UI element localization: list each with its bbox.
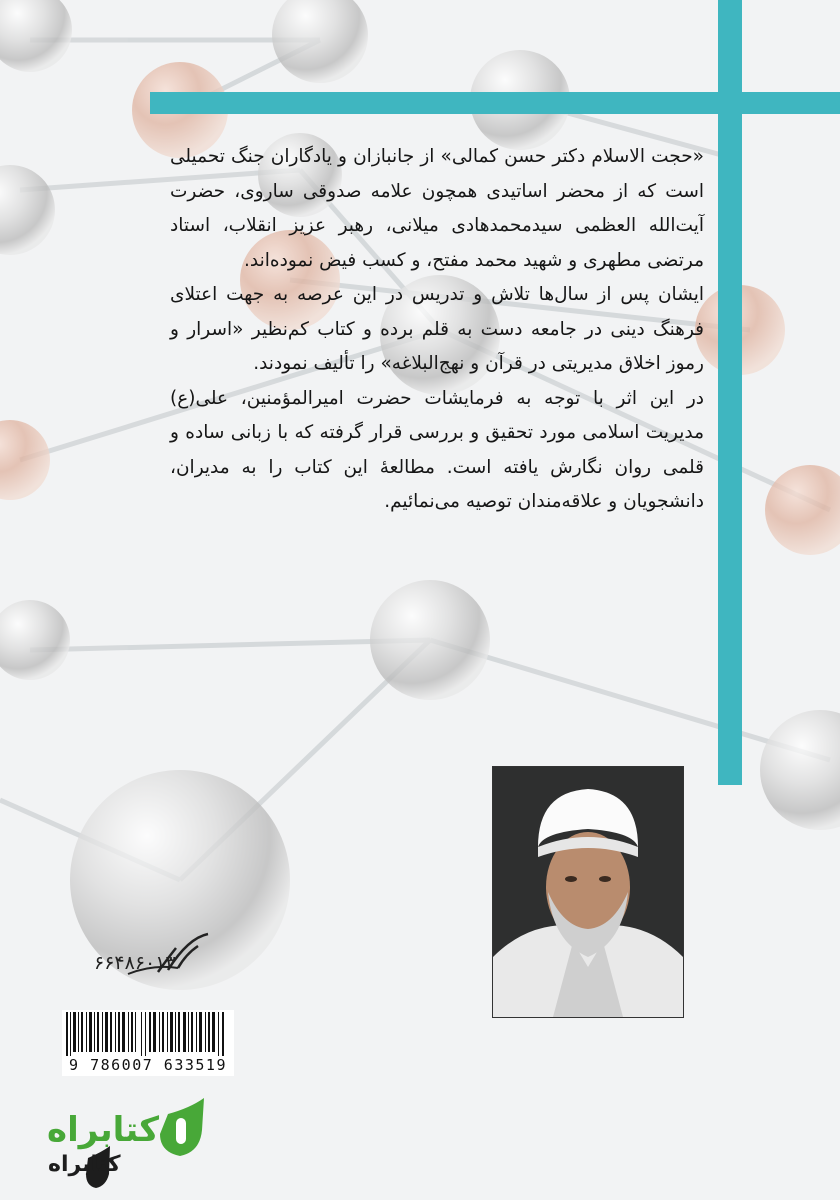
barcode-bars bbox=[62, 1010, 234, 1056]
publisher-phone: ۶۶۴۸۶۰۱۳ bbox=[94, 952, 176, 974]
author-portrait-image bbox=[493, 767, 683, 1017]
paragraph-book-summary: در این اثر با توجه به فرمایشات حضرت امیرالمؤمنین، علی(ع) مدیریت اسلامی مورد تحقیق و بررسی قرار گرفته که با زبانی ساده و قلمی روان نگارش یافته است. مطالعهٔ این کتاب را به مدیران، دانشجویان و علاقه‌مندان توصیه می‌نمائیم. bbox=[170, 387, 704, 512]
author-photo bbox=[492, 766, 684, 1018]
watermark-name-large: کتابراه bbox=[47, 1110, 160, 1150]
isbn-number: 9 786007 633519 bbox=[62, 1056, 234, 1074]
watermark-name-small: کتابراه bbox=[48, 1152, 121, 1177]
cross-vertical-bar bbox=[718, 0, 742, 785]
publisher-logo bbox=[58, 928, 220, 978]
paragraph-book-intro: ایشان پس از سال‌ها تلاش و تدریس در این عرصه به جهت اعتلای فرهنگ دینی در جامعه دست به قلم برده و کتاب کم‌نظیر «اسرار و رموز اخلاق مدیریتی در قرآن و نهج‌البلاغه» را تألیف نمودند. bbox=[170, 284, 704, 374]
paragraph-author-bio: «حجت الاسلام دکتر حسن کمالی» از جانبازان و یادگاران جنگ تحمیلی است که از محضر اساتیدی همچون علامه صدوقی ساروی، حضرت آیت‌الله العظمی سیدمحمدهادی میلانی، رهبر عزیز انقلاب، استاد مرتضی مطهری و شهید محمد مفتح، و کسب فیض نموده‌اند. bbox=[170, 146, 704, 271]
back-cover-text bbox=[170, 140, 704, 520]
